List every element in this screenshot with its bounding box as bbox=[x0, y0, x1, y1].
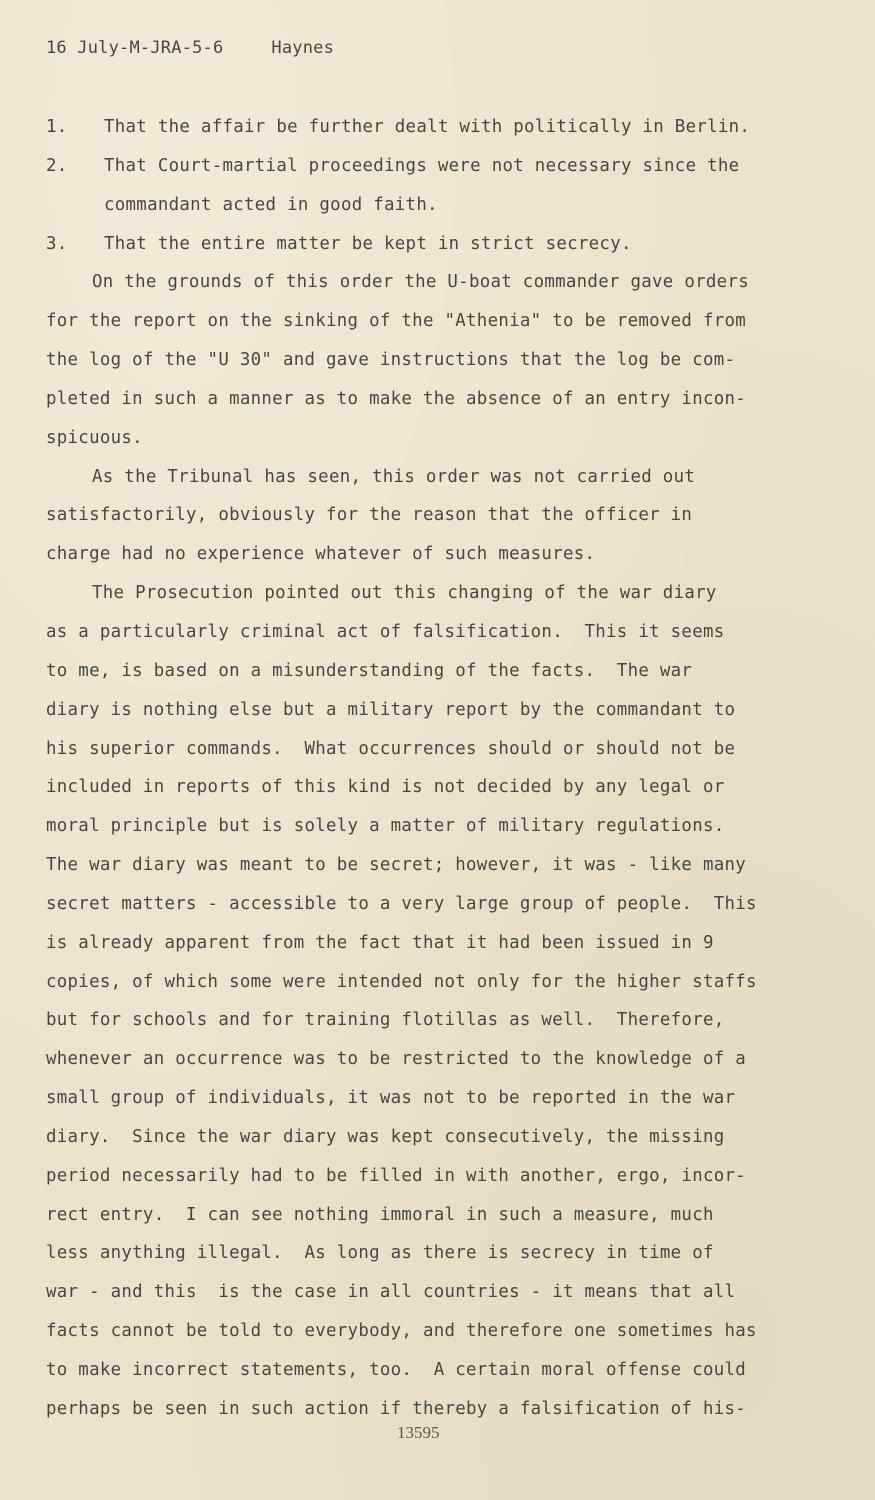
text-line: satisfactorily, obviously for the reason that the officer in bbox=[46, 505, 693, 526]
page-number: 13595 bbox=[397, 1423, 440, 1442]
text-line: to make incorrect statements, too. A certain moral offense could bbox=[46, 1360, 747, 1380]
list-number: 1. bbox=[46, 117, 68, 137]
text-line: the log of the "U 30" and gave instructions that the log be com- bbox=[46, 350, 736, 371]
text-line: less anything illegal. As long as there is secrecy in time of bbox=[46, 1243, 714, 1264]
document-body bbox=[46, 108, 816, 1429]
page-header bbox=[46, 38, 334, 58]
list-number: 2. bbox=[46, 155, 68, 176]
text-line: secret matters - accessible to a very large group of people. This bbox=[46, 893, 757, 914]
text-line: as a particularly criminal act of falsification. This it seems bbox=[46, 621, 725, 642]
text-line: is already apparent from the fact that it had been issued in 9 bbox=[46, 932, 714, 953]
text-line: The war diary was meant to be secret; however, it was - like many bbox=[46, 855, 747, 876]
text-line: pleted in such a manner as to make the absence of an entry incon- bbox=[46, 388, 747, 409]
text-line: period necessarily had to be filled in with another, ergo, incor- bbox=[46, 1165, 747, 1186]
list-item-text: That Court-martial proceedings were not necessary since the bbox=[104, 155, 740, 176]
list-item-text: That the entire matter be kept in strict secrecy. bbox=[104, 233, 632, 254]
text-line: diary is nothing else but a military report by the commandant to bbox=[46, 699, 736, 720]
text-line: his superior commands. What occurrences should or should not be bbox=[46, 738, 736, 759]
text-line: whenever an occurrence was to be restricted to the knowledge of a bbox=[46, 1049, 747, 1070]
text-line: but for schools and for training flotillas as well. Therefore, bbox=[46, 1010, 725, 1031]
text-line: commandant acted in good faith. bbox=[104, 194, 438, 215]
text-line: war - and this is the case in all countries - it means that all bbox=[46, 1282, 736, 1303]
text-line: rect entry. I can see nothing immoral in such a measure, much bbox=[46, 1204, 714, 1225]
list-item-2 bbox=[46, 147, 816, 186]
text-line: moral principle but is solely a matter of military regulations. bbox=[46, 816, 725, 837]
text-line: to me, is based on a misunderstanding of the facts. The war bbox=[46, 660, 693, 681]
list-item-text: That the affair be further dealt with politically in Berlin. bbox=[104, 117, 751, 137]
text-line: charge had no experience whatever of such measures. bbox=[46, 544, 596, 565]
paragraph-start: As the Tribunal has seen, this order was not carried out bbox=[92, 466, 696, 487]
text-line: perhaps be seen in such action if thereby a falsification of his- bbox=[46, 1398, 747, 1419]
list-item-1 bbox=[46, 108, 816, 147]
document-reference: 16 July-M-JRA-5-6 bbox=[46, 38, 224, 58]
text-line: small group of individuals, it was not to be reported in the war bbox=[46, 1088, 736, 1109]
paragraph-start: On the grounds of this order the U-boat commander gave orders bbox=[92, 272, 749, 293]
typist-name: Haynes bbox=[271, 38, 335, 58]
text-line: facts cannot be told to everybody, and therefore one sometimes has bbox=[46, 1321, 757, 1342]
text-line: copies, of which some were intended not only for the higher staffs bbox=[46, 971, 757, 992]
text-line: diary. Since the war diary was kept consecutively, the missing bbox=[46, 1126, 725, 1147]
text-line: for the report on the sinking of the "Athenia" to be removed from bbox=[46, 311, 747, 332]
text-line: included in reports of this kind is not decided by any legal or bbox=[46, 777, 725, 798]
paragraph-start: The Prosecution pointed out this changing of the war diary bbox=[92, 583, 717, 604]
list-item-3 bbox=[46, 225, 816, 264]
text-line: spicuous. bbox=[46, 427, 143, 448]
list-number: 3. bbox=[46, 233, 68, 254]
